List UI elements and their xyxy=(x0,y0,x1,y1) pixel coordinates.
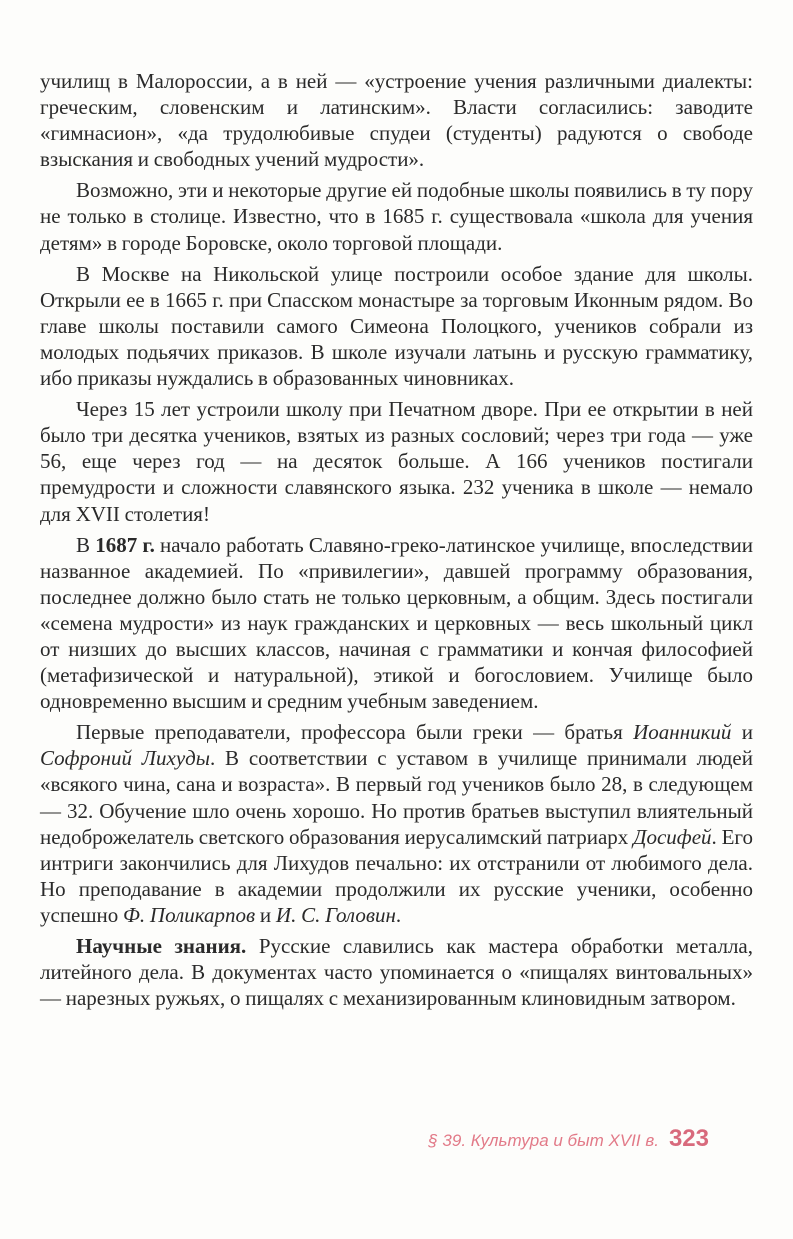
paragraph-6 xyxy=(40,719,753,928)
paragraph-1-text: училищ в Малороссии, а в ней — «устроение учения различными диалекты: греческим, словенским и латинским». Власти согласились: заводите «гимнасион», «да трудолюбивые спудеи (студенты) радуются о свободе взыскания и свободных учений мудрости». xyxy=(40,69,753,172)
paragraph-5-year: 1687 г. xyxy=(95,532,155,557)
paragraph-6-part-3: . В соответствии с уставом в училище принимали людей «всякого чина, сана и возраста». В первый год учеников было 28, в следующем — 32. Обучение шло очень хорошо. Но против братьев выступил влиятельный недоброжелатель светского образования иерусалимский патриарх xyxy=(40,746,753,849)
paragraph-7-text: Русские славились как мастера обработки металла, литейного дела. В документах часто упоминается о «пищалях винтовальных» — нарезных ружьях, о пищалях с механизированным клиновидным затвором. xyxy=(40,934,753,1011)
paragraph-6-name-dosifey: Досифей xyxy=(633,824,712,849)
section-heading-scientific-knowledge: Научные знания. xyxy=(76,934,247,958)
paragraph-6-part-4: . Его интриги закончились для Лихудов печально: их отстранили от любимого дела. Но преподавание в академии продолжили их русские ученики, особенно успешно xyxy=(40,824,754,927)
running-section-title: § 39. Культура и быт XVII в. xyxy=(428,1131,659,1150)
paragraph-2 xyxy=(40,177,753,255)
paragraph-6-name-ioannikiy: Иоанникий xyxy=(633,720,732,745)
paragraph-5 xyxy=(40,532,753,715)
paragraph-6-name-sofroniy: Софроний Лихуды xyxy=(40,746,210,771)
paragraph-6-part-2: и xyxy=(731,720,753,745)
paragraph-6-part-6: . xyxy=(395,902,402,927)
page-number: 323 xyxy=(668,1125,709,1152)
paragraph-6-part-5: и xyxy=(255,902,276,927)
paragraph-3-text: В Москве на Никольской улице построили особое здание для школы. Открыли ее в 1665 г. при Спасском монастыре за торговым Иконным рядом. Во главе школы поставили самого Симеона Полоцкого, учеников собрали из молодых подьячих приказов. В школе изучали латынь и русскую грамматику, ибо приказы нуждались в образованных чиновниках. xyxy=(40,261,753,391)
paragraph-3 xyxy=(40,261,753,391)
page-footer xyxy=(428,1125,709,1153)
paragraph-4-text: Через 15 лет устроили школу при Печатном дворе. При ее открытии в ней было три десятка учеников, взятых из разных сословий; через три года — уже 56, еще через год — на десяток больше. А 166 учеников постигали премудрости и сложности славянского языка. 232 ученика в школе — немало для XVII столетия! xyxy=(40,397,753,526)
text-column xyxy=(40,68,753,1016)
paragraph-6-name-polikarpov: Ф. Поликарпов xyxy=(123,902,256,927)
paragraph-1 xyxy=(40,68,753,172)
paragraph-2-text: Возможно, эти и некоторые другие ей подобные школы появились в ту пору не только в столице. Известно, что в 1685 г. существовала «школа для учения детям» в городе Боровске, около торговой площади. xyxy=(40,178,753,255)
paragraph-4 xyxy=(40,396,753,526)
paragraph-6-part-1: Первые преподаватели, профессора были греки — братья xyxy=(76,720,634,745)
paragraph-5-after: начало работать Славяно-греко-латинское училище, впоследствии названное академией. По «привилегии», давшей программу образования, последнее должно было стать не только церковным, а общим. Здесь постигали «семена мудрости» из наук гражданских и церковных — весь школьный цикл от низших до высших классов, начиная с грамматики и кончая философией (метафизической и натуральной), этикой и богословием. Училище было одновременно высшим и средним учебным заведением. xyxy=(40,532,753,714)
paragraph-7 xyxy=(40,933,753,1011)
paragraph-5-before: В xyxy=(76,532,96,557)
paragraph-6-name-golovin: И. С. Головин xyxy=(275,902,396,927)
